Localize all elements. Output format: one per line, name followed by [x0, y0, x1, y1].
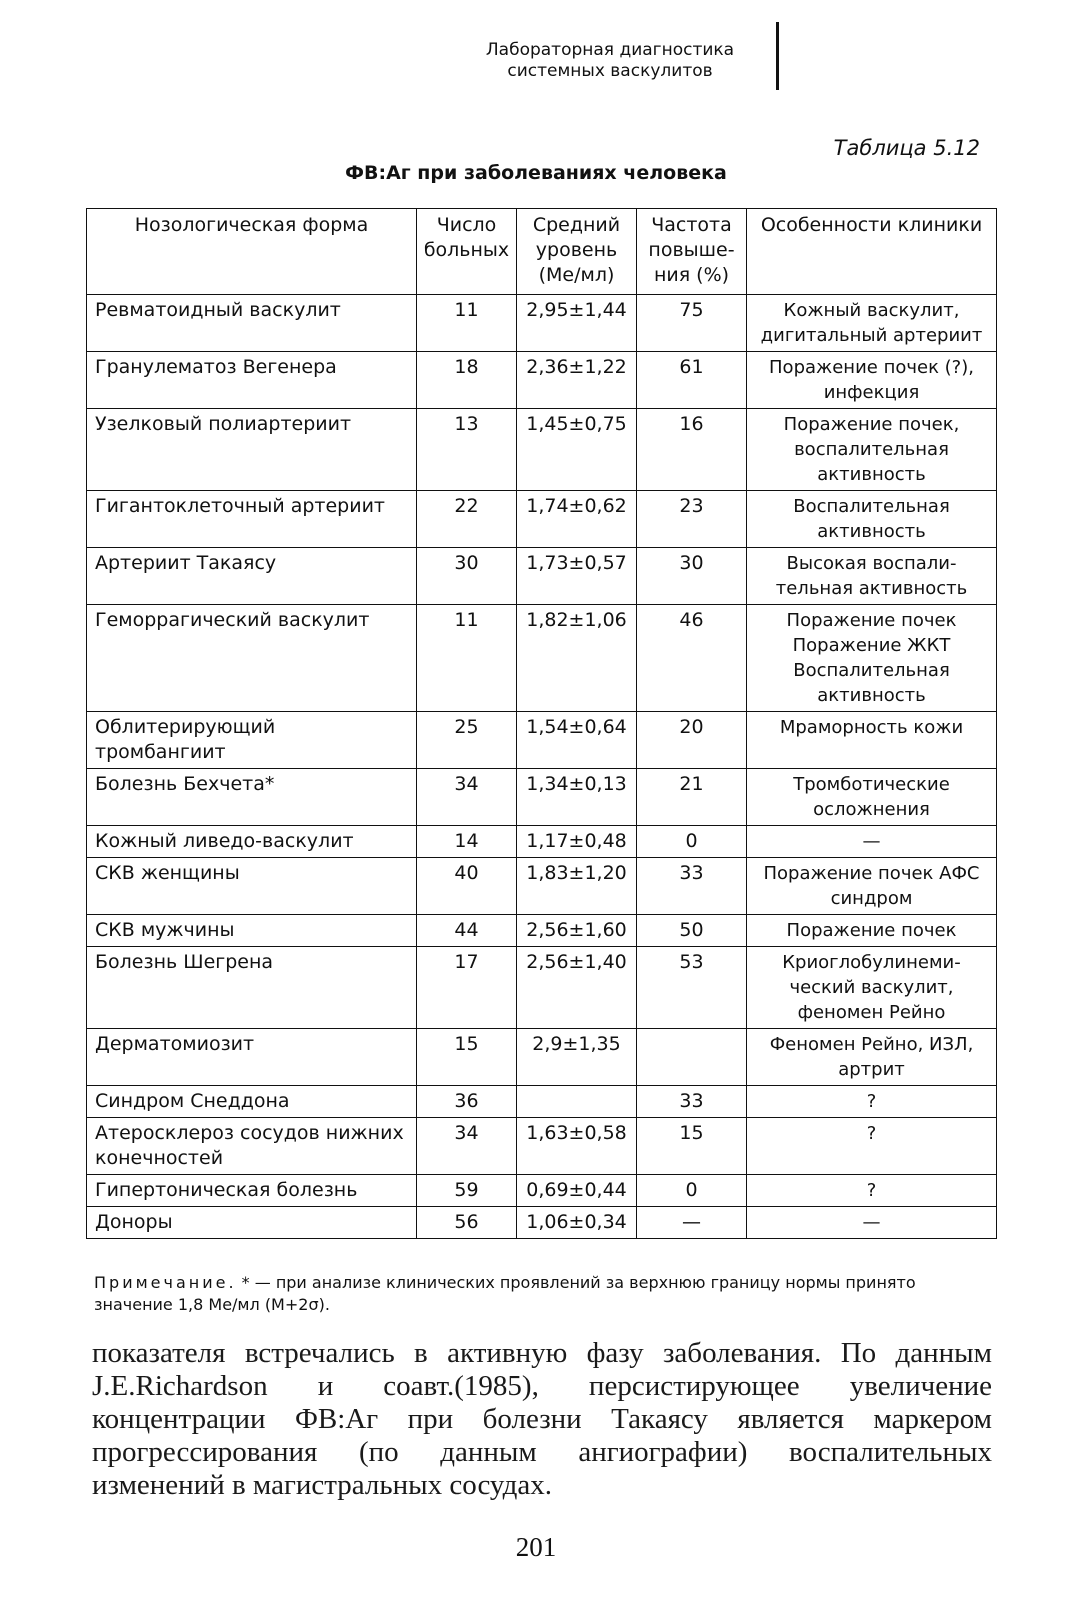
- cell-nosological-form: Гипертоническая болезнь: [87, 1175, 417, 1207]
- body-paragraph: показателя встречались в активную фазу заболевания. По данным J.E.Richardson и соавт.(1985), персистирующее увеличение концентрации ФВ:Аг при болезни Такаясу является маркером прогрессирования (по данным ангиографии) воспалительных изменений в магистральных сосудах.: [92, 1337, 992, 1501]
- cell-clinical-features: Поражение почек Поражение ЖКТ Воспалительная активность: [747, 605, 997, 712]
- table-row: [87, 295, 997, 352]
- table-row: [87, 352, 997, 409]
- cell-increase-frequency: 15: [637, 1118, 747, 1175]
- cell-clinical-features: Высокая воспали-тельная активность: [747, 548, 997, 605]
- table-row: [87, 947, 997, 1029]
- cell-clinical-features: ?: [747, 1118, 997, 1175]
- cell-mean-level: 2,95±1,44: [517, 295, 637, 352]
- cell-patient-count: 15: [417, 1029, 517, 1086]
- running-header-line2: системных васкулитов: [507, 61, 713, 81]
- cell-mean-level: 1,63±0,58: [517, 1118, 637, 1175]
- cell-patient-count: 13: [417, 409, 517, 491]
- cell-patient-count: 17: [417, 947, 517, 1029]
- column-header-form: Нозологическая форма: [87, 209, 417, 295]
- data-table: [86, 208, 997, 1239]
- table-body: [87, 295, 997, 1239]
- note-label: Примечание.: [94, 1273, 237, 1292]
- cell-mean-level: 0,69±0,44: [517, 1175, 637, 1207]
- cell-nosological-form: Болезнь Шегрена: [87, 947, 417, 1029]
- cell-nosological-form: Болезнь Бехчета*: [87, 769, 417, 826]
- table-row: [87, 915, 997, 947]
- cell-increase-frequency: 50: [637, 915, 747, 947]
- cell-increase-frequency: 16: [637, 409, 747, 491]
- cell-mean-level: 2,56±1,60: [517, 915, 637, 947]
- cell-clinical-features: Криоглобулинеми-ческий васкулит, феномен Рейно: [747, 947, 997, 1029]
- cell-increase-frequency: 23: [637, 491, 747, 548]
- cell-mean-level: 1,34±0,13: [517, 769, 637, 826]
- cell-mean-level: 1,45±0,75: [517, 409, 637, 491]
- cell-clinical-features: Поражение почек АФС синдром: [747, 858, 997, 915]
- cell-increase-frequency: 33: [637, 1086, 747, 1118]
- cell-patient-count: 34: [417, 1118, 517, 1175]
- cell-clinical-features: Поражение почек, воспалительная активность: [747, 409, 997, 491]
- table-row: [87, 409, 997, 491]
- column-header-patients: Число больных: [417, 209, 517, 295]
- cell-clinical-features: —: [747, 826, 997, 858]
- cell-mean-level: 1,06±0,34: [517, 1207, 637, 1239]
- running-header: [470, 40, 750, 82]
- cell-nosological-form: Синдром Снеддона: [87, 1086, 417, 1118]
- cell-increase-frequency: 61: [637, 352, 747, 409]
- cell-patient-count: 44: [417, 915, 517, 947]
- cell-mean-level: 2,36±1,22: [517, 352, 637, 409]
- cell-mean-level: 2,56±1,40: [517, 947, 637, 1029]
- cell-increase-frequency: 75: [637, 295, 747, 352]
- cell-patient-count: 40: [417, 858, 517, 915]
- column-header-frequency: Частота повыше-ния (%): [637, 209, 747, 295]
- cell-patient-count: 59: [417, 1175, 517, 1207]
- table-title: ФВ:Аг при заболеваниях человека: [345, 162, 727, 184]
- cell-clinical-features: Мраморность кожи: [747, 712, 997, 769]
- page-number: 201: [515, 1532, 557, 1562]
- cell-patient-count: 36: [417, 1086, 517, 1118]
- table-row: [87, 1086, 997, 1118]
- table-number: Таблица 5.12: [833, 136, 980, 160]
- cell-increase-frequency: 53: [637, 947, 747, 1029]
- cell-increase-frequency: 21: [637, 769, 747, 826]
- header-divider: [776, 22, 779, 90]
- cell-mean-level: 1,17±0,48: [517, 826, 637, 858]
- table-row: [87, 1207, 997, 1239]
- cell-nosological-form: Кожный ливедо-васкулит: [87, 826, 417, 858]
- cell-patient-count: 30: [417, 548, 517, 605]
- cell-increase-frequency: 0: [637, 1175, 747, 1207]
- cell-clinical-features: Кожный васкулит, дигитальный артериит: [747, 295, 997, 352]
- cell-nosological-form: Доноры: [87, 1207, 417, 1239]
- cell-patient-count: 18: [417, 352, 517, 409]
- cell-nosological-form: СКВ мужчины: [87, 915, 417, 947]
- cell-patient-count: 14: [417, 826, 517, 858]
- table-row: [87, 491, 997, 548]
- cell-increase-frequency: 33: [637, 858, 747, 915]
- cell-clinical-features: ?: [747, 1086, 997, 1118]
- running-header-line1: Лабораторная диагностика: [485, 40, 735, 60]
- cell-nosological-form: Гигантоклеточный артериит: [87, 491, 417, 548]
- cell-nosological-form: Узелковый полиартериит: [87, 409, 417, 491]
- cell-nosological-form: Облитерирующий тромбангиит: [87, 712, 417, 769]
- cell-patient-count: 25: [417, 712, 517, 769]
- cell-patient-count: 11: [417, 295, 517, 352]
- cell-nosological-form: Геморрагический васкулит: [87, 605, 417, 712]
- cell-clinical-features: ?: [747, 1175, 997, 1207]
- cell-clinical-features: Воспалительная активность: [747, 491, 997, 548]
- cell-mean-level: 1,74±0,62: [517, 491, 637, 548]
- table-row: [87, 548, 997, 605]
- cell-nosological-form: Гранулематоз Вегенера: [87, 352, 417, 409]
- cell-patient-count: 22: [417, 491, 517, 548]
- cell-clinical-features: Феномен Рейно, ИЗЛ, артрит: [747, 1029, 997, 1086]
- column-header-mean-level: Средний уровень (Ме/мл): [517, 209, 637, 295]
- cell-increase-frequency: 30: [637, 548, 747, 605]
- cell-increase-frequency: 20: [637, 712, 747, 769]
- cell-clinical-features: Тромботические осложнения: [747, 769, 997, 826]
- table-row: [87, 1118, 997, 1175]
- table-row: [87, 1029, 997, 1086]
- cell-patient-count: 34: [417, 769, 517, 826]
- table-note: [94, 1272, 994, 1316]
- cell-increase-frequency: 0: [637, 826, 747, 858]
- cell-mean-level: [517, 1086, 637, 1118]
- table-row: [87, 712, 997, 769]
- table-row: [87, 858, 997, 915]
- table-row: [87, 1175, 997, 1207]
- cell-clinical-features: Поражение почек (?), инфекция: [747, 352, 997, 409]
- cell-nosological-form: Ревматоидный васкулит: [87, 295, 417, 352]
- table-row: [87, 769, 997, 826]
- cell-mean-level: 2,9±1,35: [517, 1029, 637, 1086]
- table-header-row: [87, 209, 997, 295]
- cell-increase-frequency: [637, 1029, 747, 1086]
- note-text: * — при анализе клинических проявлений за верхнюю границу нормы принято значение 1,8 Ме/мл (М+2σ).: [94, 1273, 916, 1314]
- cell-mean-level: 1,73±0,57: [517, 548, 637, 605]
- cell-increase-frequency: —: [637, 1207, 747, 1239]
- cell-mean-level: 1,82±1,06: [517, 605, 637, 712]
- column-header-clinical-features: Особенности клиники: [747, 209, 997, 295]
- cell-nosological-form: Артериит Такаясу: [87, 548, 417, 605]
- cell-increase-frequency: 46: [637, 605, 747, 712]
- table-row: [87, 605, 997, 712]
- cell-patient-count: 11: [417, 605, 517, 712]
- cell-mean-level: 1,83±1,20: [517, 858, 637, 915]
- cell-nosological-form: СКВ женщины: [87, 858, 417, 915]
- cell-clinical-features: Поражение почек: [747, 915, 997, 947]
- table-row: [87, 826, 997, 858]
- cell-nosological-form: Дерматомиозит: [87, 1029, 417, 1086]
- cell-patient-count: 56: [417, 1207, 517, 1239]
- cell-clinical-features: —: [747, 1207, 997, 1239]
- cell-mean-level: 1,54±0,64: [517, 712, 637, 769]
- cell-nosological-form: Атеросклероз сосудов нижних конечностей: [87, 1118, 417, 1175]
